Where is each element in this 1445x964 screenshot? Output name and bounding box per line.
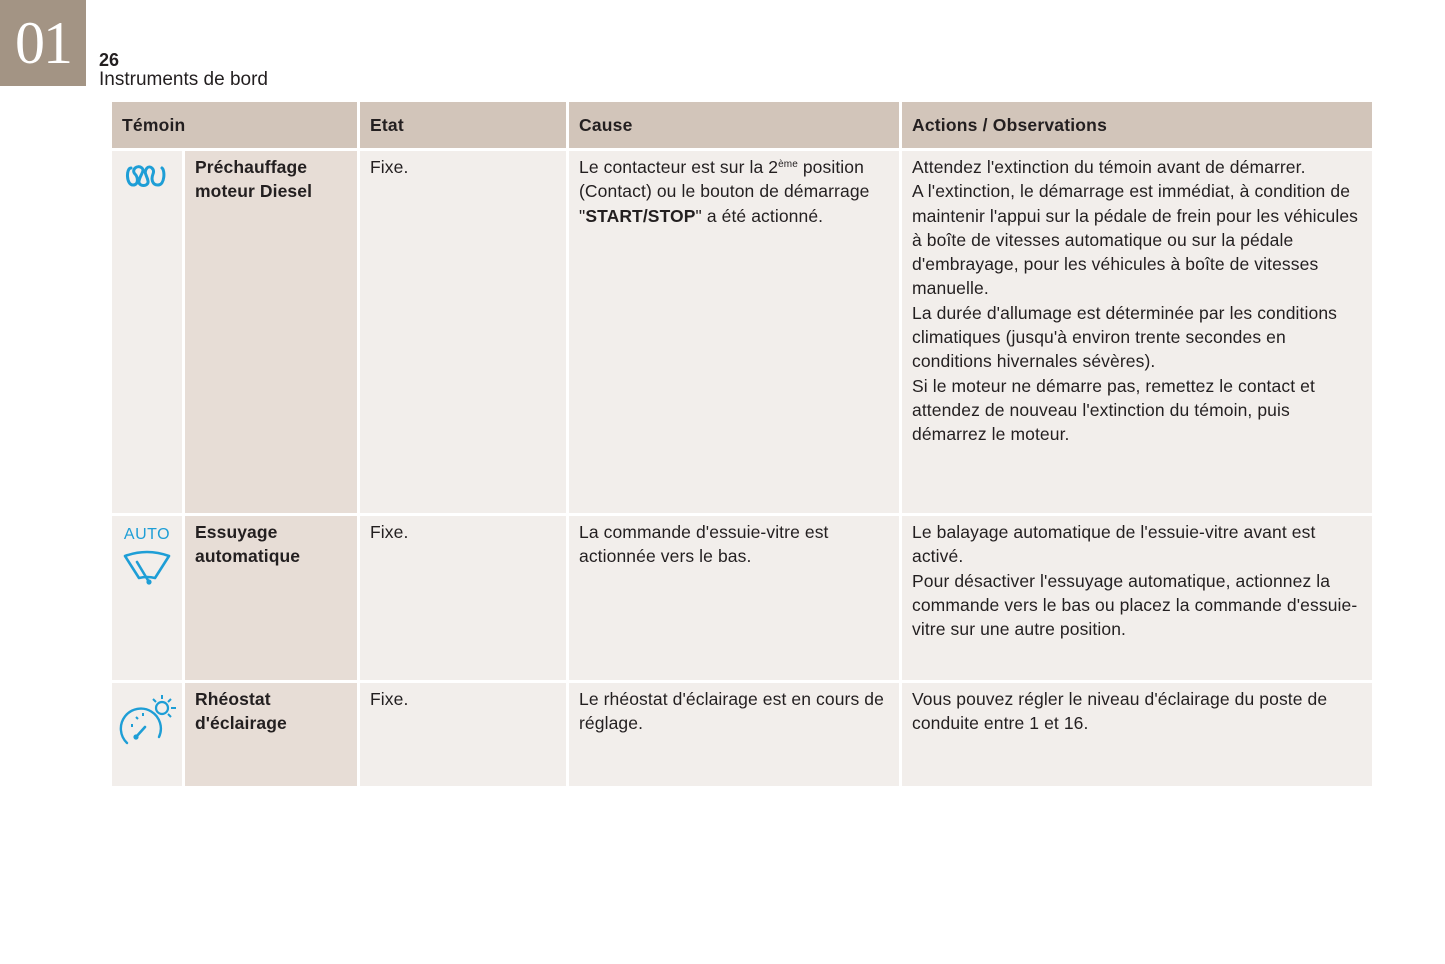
- light-cause: [569, 151, 899, 513]
- auto-label: AUTO: [123, 526, 171, 543]
- table-row: [112, 683, 1372, 786]
- action-paragraph: Attendez l'extinction du témoin avant de démarrer.: [912, 157, 1306, 177]
- light-cause: La commande d'essuie-vitre est actionnée vers le bas.: [569, 516, 899, 680]
- action-paragraph: Vous pouvez régler le niveau d'éclairage du poste de conduite entre 1 et 16.: [912, 689, 1328, 734]
- action-paragraph: La durée d'allumage est déterminée par les conditions climatiques (jusqu'à environ trente secondes en conditions hivernales sévères).: [912, 302, 1338, 372]
- lighting-dimmer-icon: [115, 693, 179, 749]
- auto-wiper-icon: [119, 526, 175, 588]
- light-state: Fixe.: [360, 151, 566, 513]
- action-paragraph: Le balayage automatique de l'essuie-vitre avant est activé.: [912, 522, 1316, 567]
- light-cause: Le rhéostat d'éclairage est en cours de réglage.: [569, 683, 899, 786]
- light-name: Préchauffage moteur Diesel: [185, 151, 357, 513]
- action-paragraph: Pour désactiver l'essuyage automatique, actionnez la commande vers le bas ou placez la commande d'essuie-vitre sur une autre position.: [912, 570, 1358, 640]
- cause-text: " a été actionné.: [695, 205, 824, 226]
- section-title: Instruments de bord: [99, 69, 268, 90]
- light-name: Rhéostat d'éclairage: [185, 683, 357, 786]
- page-number: 26: [99, 50, 120, 70]
- table-row: [112, 151, 1372, 513]
- icon-cell: [112, 151, 182, 513]
- cause-button-name: START/STOP: [585, 205, 696, 226]
- light-name: Essuyage automatique: [185, 516, 357, 680]
- light-actions: [902, 516, 1372, 680]
- icon-cell: [112, 516, 182, 680]
- column-header-etat: Etat: [360, 102, 566, 148]
- chapter-tab: 01: [0, 0, 86, 86]
- column-header-cause: Cause: [569, 102, 899, 148]
- table-row: [112, 516, 1372, 680]
- glow-plug-icon: [125, 161, 169, 191]
- light-actions: [902, 151, 1372, 513]
- action-paragraph: A l'extinction, le démarrage est immédiat, à condition de maintenir l'appui sur la pédale de frein pour les véhicules à boîte de vitesses automatique ou sur la pédale d'embrayage, pour les véhicules à boîte de vitesses manuelle.: [912, 181, 1359, 299]
- column-header-actions: Actions / Observations: [902, 102, 1372, 148]
- cause-text: position (Contact) ou le bouton de démarrage ": [579, 157, 870, 226]
- table-header-row: [112, 102, 1372, 148]
- cause-superscript: ème: [778, 159, 798, 170]
- light-state: Fixe.: [360, 516, 566, 680]
- light-actions: [902, 683, 1372, 786]
- action-paragraph: Si le moteur ne démarre pas, remettez le contact et attendez de nouveau l'extinction du témoin, puis démarrez le moteur.: [912, 375, 1315, 445]
- column-header-temoin: Témoin: [112, 102, 357, 148]
- icon-cell: [112, 683, 182, 786]
- warning-lights-table: [109, 99, 1375, 789]
- light-state: Fixe.: [360, 683, 566, 786]
- cause-text: Le contacteur est sur la 2: [579, 157, 779, 177]
